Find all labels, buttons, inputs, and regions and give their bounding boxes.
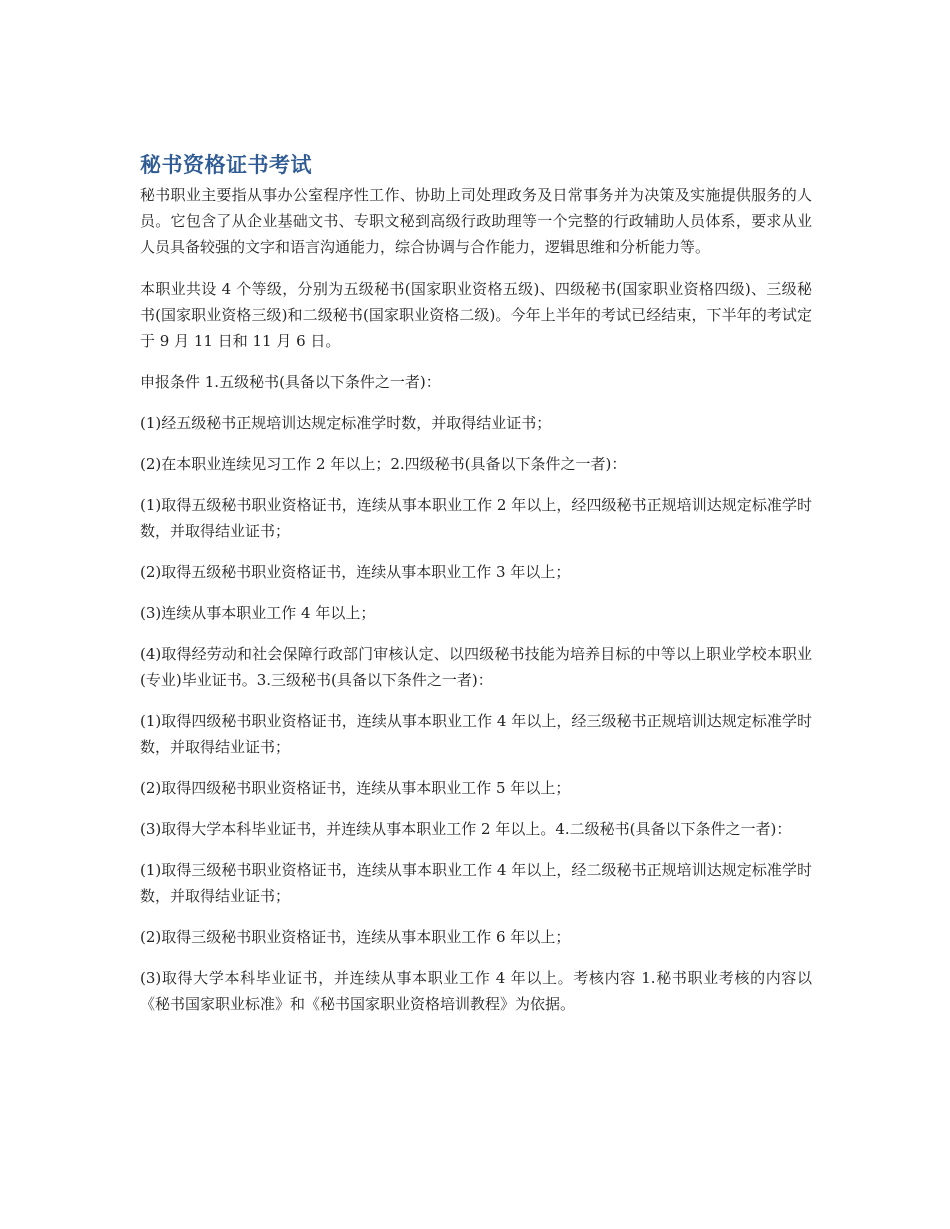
paragraph-level3-item1: (1)取得四级秘书职业资格证书，连续从事本职业工作 4 年以上，经三级秘书正规培训达规定标准学时数，并取得结业证书； (140, 712, 812, 756)
paragraph-intro: 秘书职业主要指从事办公室程序性工作、协助上司处理政务及日常事务并为决策及实施提供服务的人员。它包含了从企业基础文书、专职文秘到高级行政助理等一个完整的行政辅助人员体系，要求从业人员具备较强的文字和语言沟通能力，综合协调与合作能力，逻辑思维和分析能力等。 (140, 186, 812, 256)
paragraph-level5-heading: 申报条件 1.五级秘书(具备以下条件之一者)： (140, 373, 441, 391)
paragraph-level5-item1: (1)经五级秘书正规培训达规定标准学时数，并取得结业证书； (140, 414, 552, 432)
paragraph-level3-item2: (2)取得四级秘书职业资格证书，连续从事本职业工作 5 年以上； (140, 779, 571, 797)
paragraph-level5-item2: (2)在本职业连续见习工作 2 年以上；2.四级秘书(具备以下条件之一者)： (140, 455, 627, 473)
paragraph-level4-item3: (3)连续从事本职业工作 4 年以上； (140, 604, 376, 622)
paragraph-level2-item1: (1)取得三级秘书职业资格证书，连续从事本职业工作 4 年以上，经二级秘书正规培训达规定标准学时数，并取得结业证书； (140, 861, 812, 905)
document-title: 秘书资格证书考试 (140, 153, 312, 177)
paragraph-level3-item3: (3)取得大学本科毕业证书，并连续从事本职业工作 2 年以上。4.二级秘书(具备以下条件之一者)： (140, 820, 792, 838)
document-page (140, 150, 812, 1032)
paragraph-level4-item2: (2)取得五级秘书职业资格证书，连续从事本职业工作 3 年以上； (140, 563, 571, 581)
paragraph-level4-item4: (4)取得经劳动和社会保障行政部门审核认定、以四级秘书技能为培养目标的中等以上职业学校本职业(专业)毕业证书。3.三级秘书(具备以下条件之一者)： (140, 645, 812, 689)
paragraph-level4-item1: (1)取得五级秘书职业资格证书，连续从事本职业工作 2 年以上，经四级秘书正规培训达规定标准学时数，并取得结业证书； (140, 496, 812, 540)
paragraph-levels: 本职业共设 4 个等级，分别为五级秘书(国家职业资格五级)、四级秘书(国家职业资格四级)、三级秘书(国家职业资格三级)和二级秘书(国家职业资格二级)。今年上半年的考试已经结束，下半年的考试定于 9 月 11 日和 11 月 6 日。 (140, 280, 812, 350)
paragraph-level2-item3: (3)取得大学本科毕业证书，并连续从事本职业工作 4 年以上。考核内容 1.秘书职业考核的内容以《秘书国家职业标准》和《秘书国家职业资格培训教程》为依据。 (140, 969, 812, 1013)
paragraph-level2-item2: (2)取得三级秘书职业资格证书，连续从事本职业工作 6 年以上； (140, 928, 571, 946)
